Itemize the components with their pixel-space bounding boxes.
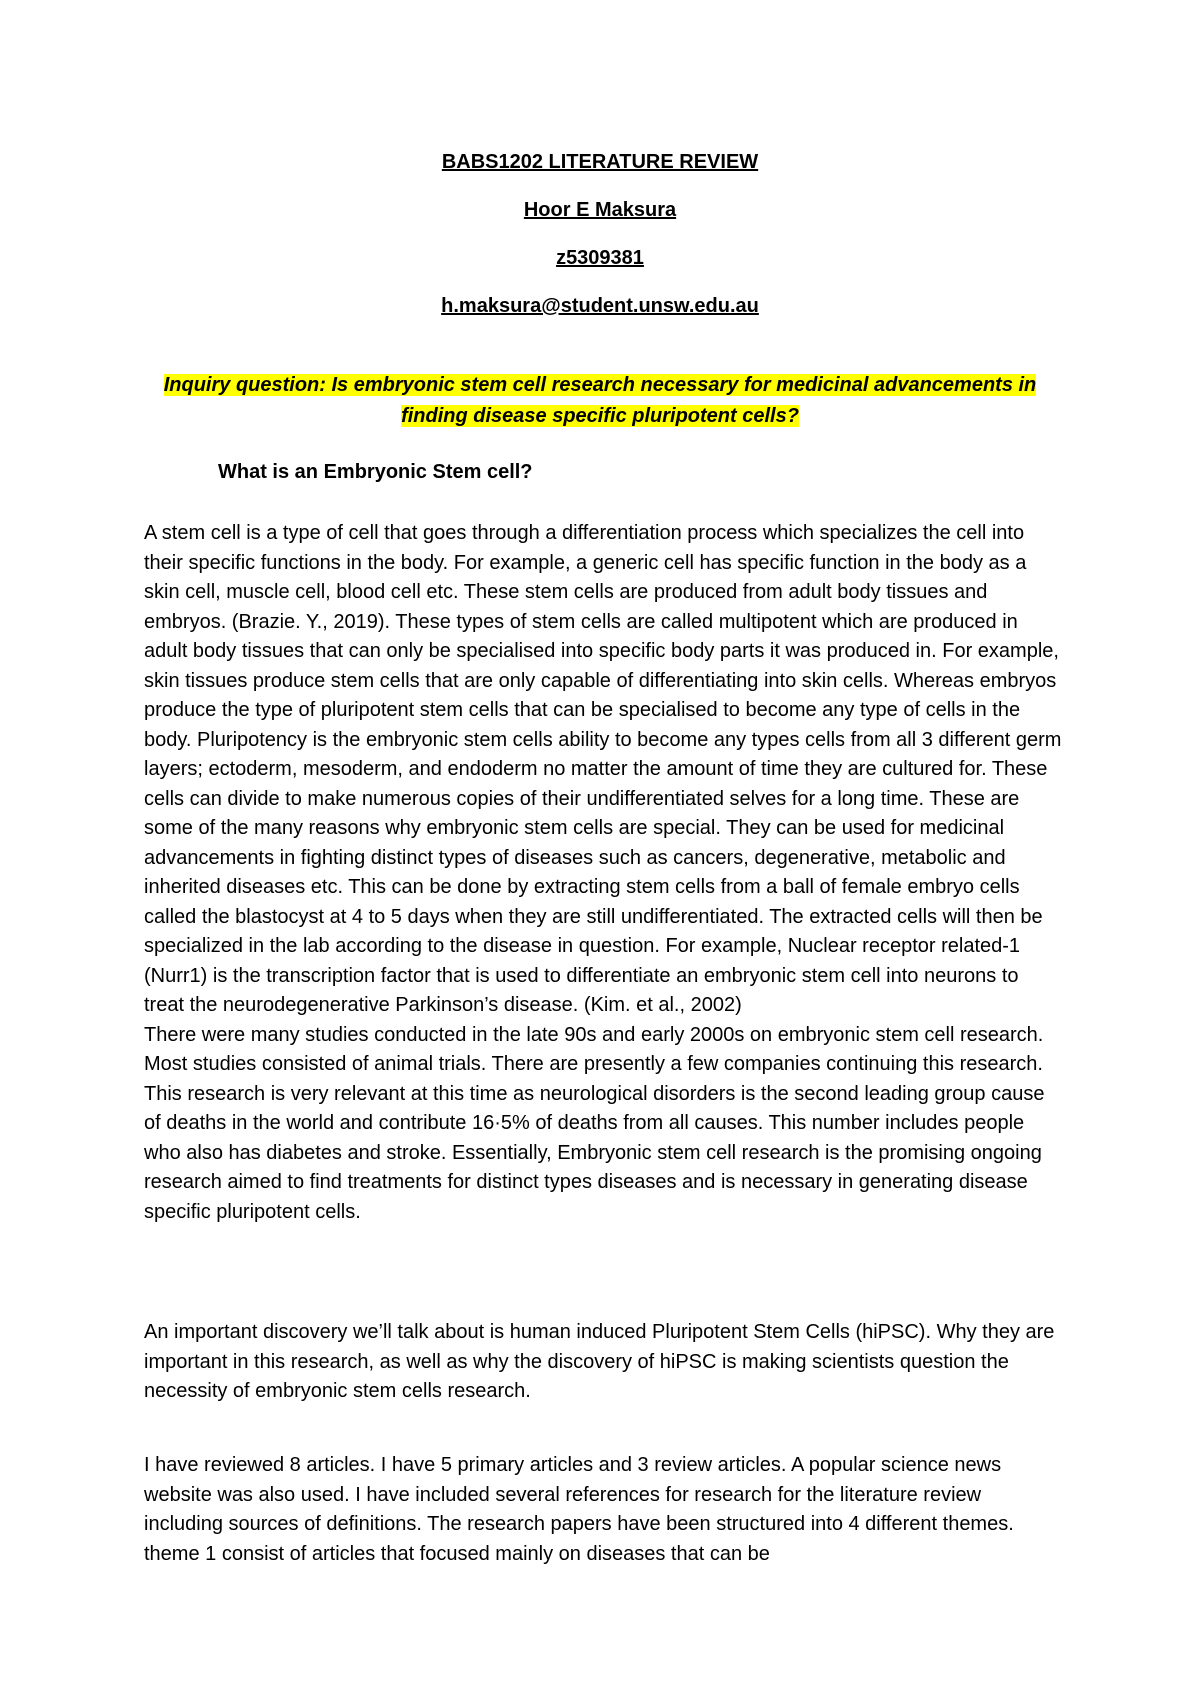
author-email: h.maksura@student.unsw.edu.au bbox=[441, 295, 759, 317]
body-paragraph-intro bbox=[144, 519, 1064, 1227]
body-paragraph-hipsc: An important discovery we’ll talk about is human induced Pluripotent Stem Cells (hiPSC). Why they are important in this research, as well as why the discovery of hiPSC is making scientists question the necessity of embryonic stem cells research. bbox=[144, 1321, 1055, 1402]
paragraph-text: There were many studies conducted in the late 90s and early 2000s on embryonic stem cell research. Most studies consisted of animal trials. There are presently a few companies continuing this research. This research is very relevant at this time as neurological disorders is the second leading group cause of deaths in the world and contribute 16·5% of deaths from all causes. This number includes people who also has diabetes and stroke. Essentially, Embryonic stem cell research is the promising ongoing research aimed to find treatments for distinct types diseases and is necessary in generating disease specific pluripotent cells. bbox=[144, 1023, 1045, 1223]
document-title: BABS1202 LITERATURE REVIEW bbox=[441, 151, 759, 173]
section-heading: What is an Embryonic Stem cell? bbox=[218, 461, 533, 483]
paragraph-text: A stem cell is a type of cell that goes through a differentiation process which specializes the cell into their specific functions in the body. For example, a generic cell has specific function in the body as a skin cell, muscle cell, blood cell etc. These stem cells are produced from adult body tissues and embryos. (Brazie. Y., 2019). These types of stem cells are called multipotent which are produced in adult body tissues that can only be specialised into specific body parts it was produced in. For example, skin tissues produce stem cells that are only capable of differentiating into skin cells. Whereas embryos produce the type of pluripotent stem cells that can be specialised to become any type of cells in the body. Pluripotency is the embryonic stem cells ability to become any types cells from all 3 different germ layers; ectoderm, mesoderm, and endoderm no matter the amount of time they are cultured for. These cells can divide to make numerous copies of their undifferentiated selves for a long time. These are some of the many reasons why embryonic stem cells are special. They can be used for medicinal advancements in fighting distinct types of diseases such as cancers, degenerative, metabolic and inherited diseases etc. This can be done by extracting stem cells from a ball of female embryo cells called the blastocyst at 4 to 5 days when they are still undifferentiated. The extracted cells will then be specialized in the lab according to the disease in question. For example, Nuclear receptor related-1 (Nurr1) is the transcription factor that is used to differentiate an embryonic stem cell into neurons to treat the neurodegenerative Parkinson’s disease. (Kim. et al., 2002) bbox=[144, 522, 1062, 1016]
inquiry-question bbox=[130, 370, 1070, 432]
student-id: z5309381 bbox=[556, 247, 644, 269]
author-name: Hoor E Maksura bbox=[523, 199, 677, 221]
inquiry-question-text: Inquiry question: Is embryonic stem cell research necessary for medicinal advancements in finding disease specific pluripotent cells? bbox=[163, 374, 1037, 427]
body-paragraph-review-method: I have reviewed 8 articles. I have 5 primary articles and 3 review articles. A popular science news website was also used. I have included several references for research for the literature review including sources of definitions. The research papers have been structured into 4 different themes. theme 1 consist of articles that focused mainly on diseases that can be bbox=[144, 1454, 1014, 1565]
